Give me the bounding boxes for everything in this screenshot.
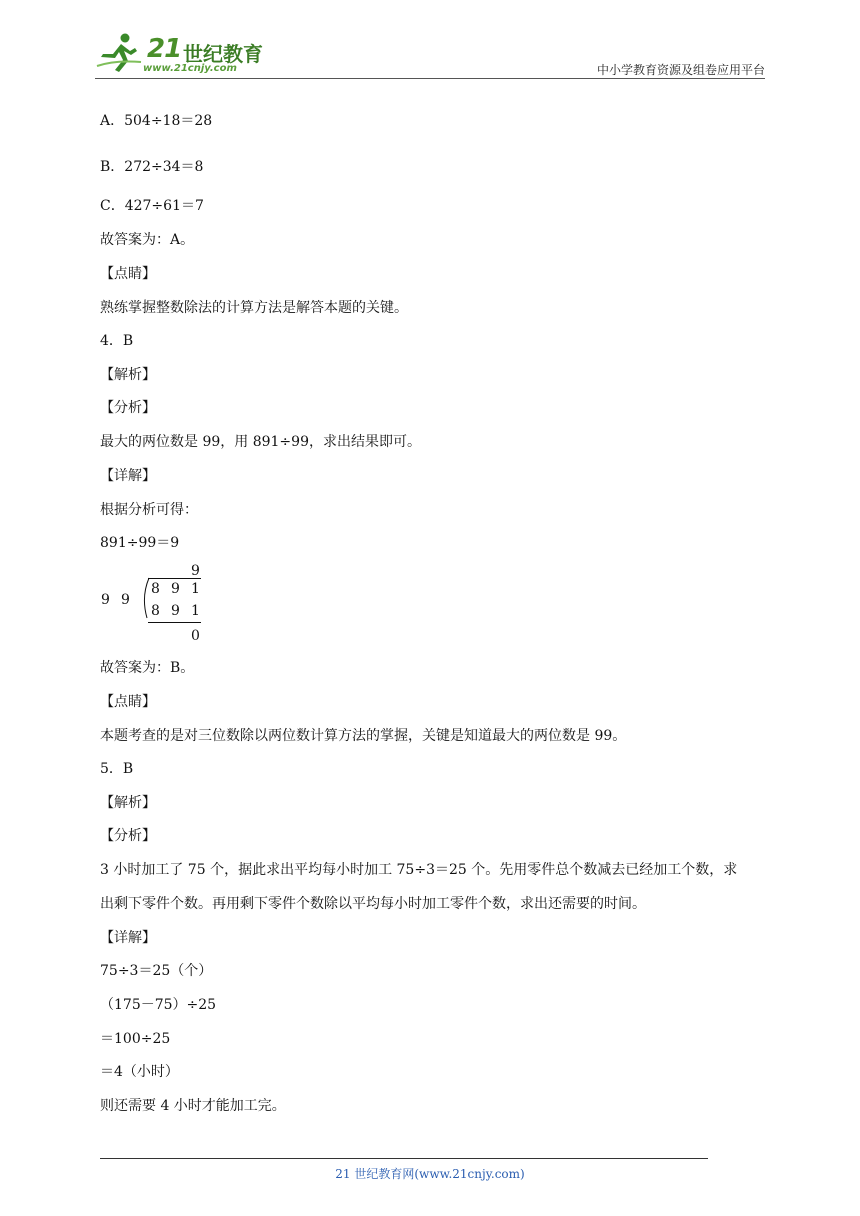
footer-divider xyxy=(100,1158,708,1159)
site-logo xyxy=(95,30,265,78)
division-product-digit: 1 xyxy=(191,603,200,619)
equation: 75÷3＝25（个） xyxy=(100,963,213,979)
section-label: 【点睛】 xyxy=(100,266,156,282)
division-bar xyxy=(148,622,201,623)
division-quotient: 9 xyxy=(191,563,200,579)
answer-line: 故答案为：A。 xyxy=(100,232,195,248)
section-label: 【分析】 xyxy=(100,400,156,416)
section-label: 【解析】 xyxy=(100,795,156,811)
division-product-digit: 8 xyxy=(151,603,160,619)
division-dividend-digit: 1 xyxy=(191,581,200,597)
division-dividend-digit: 8 xyxy=(151,581,160,597)
division-bar xyxy=(148,578,201,579)
section-label: 【详解】 xyxy=(100,468,156,484)
division-product-digit: 9 xyxy=(171,603,180,619)
division-dividend-digit: 9 xyxy=(171,581,180,597)
division-divisor-digit: 9 xyxy=(101,592,110,608)
page-header xyxy=(95,30,765,82)
paragraph: 本题考查的是对三位数除以两位数计算方法的掌握，关键是知道最大的两位数是 99。 xyxy=(100,728,627,744)
option-b: B．272÷34＝8 xyxy=(100,159,204,175)
option-c: C．427÷61＝7 xyxy=(100,198,204,214)
section-label: 【详解】 xyxy=(100,930,156,946)
footer-link[interactable]: 21 世纪教育网(www.21cnjy.com) xyxy=(335,1167,525,1181)
section-label: 【分析】 xyxy=(100,828,156,844)
paragraph: 最大的两位数是 99，用 891÷99，求出结果即可。 xyxy=(100,434,421,450)
division-divisor-digit: 9 xyxy=(121,592,130,608)
platform-name: 中小学教育资源及组卷应用平台 xyxy=(596,63,765,77)
logo-name: 世纪教育 xyxy=(183,42,263,66)
equation: ＝100÷25 xyxy=(100,1031,171,1047)
equation: ＝4（小时） xyxy=(100,1064,179,1080)
equation: 891÷99＝9 xyxy=(100,535,180,551)
answer-line: 故答案为：B。 xyxy=(100,660,195,676)
header-divider xyxy=(95,78,765,79)
paragraph: 3 小时加工了 75 个，据此求出平均每小时加工 75÷3＝25 个。先用零件总个数减去已经加工个数，求 xyxy=(100,862,738,878)
paragraph: 则还需要 4 小时才能加工完。 xyxy=(100,1098,286,1114)
section-label: 【解析】 xyxy=(100,367,156,383)
paragraph: 熟练掌握整数除法的计算方法是解答本题的关键。 xyxy=(100,300,408,316)
question-number: 5．B xyxy=(100,761,134,777)
logo-number: 21 xyxy=(147,34,182,64)
section-label: 【点睛】 xyxy=(100,694,156,710)
paragraph: 出剩下零件个数。再用剩下零件个数除以平均每小时加工零件个数，求出还需要的时间。 xyxy=(100,896,646,912)
question-number: 4．B xyxy=(100,333,134,349)
division-remainder: 0 xyxy=(191,628,200,644)
option-a: A．504÷18＝28 xyxy=(100,113,213,129)
paragraph: 根据分析可得： xyxy=(100,502,198,518)
runner-icon xyxy=(95,32,145,76)
equation: （175－75）÷25 xyxy=(100,997,217,1013)
logo-url: www.21cnjy.com xyxy=(143,63,237,74)
